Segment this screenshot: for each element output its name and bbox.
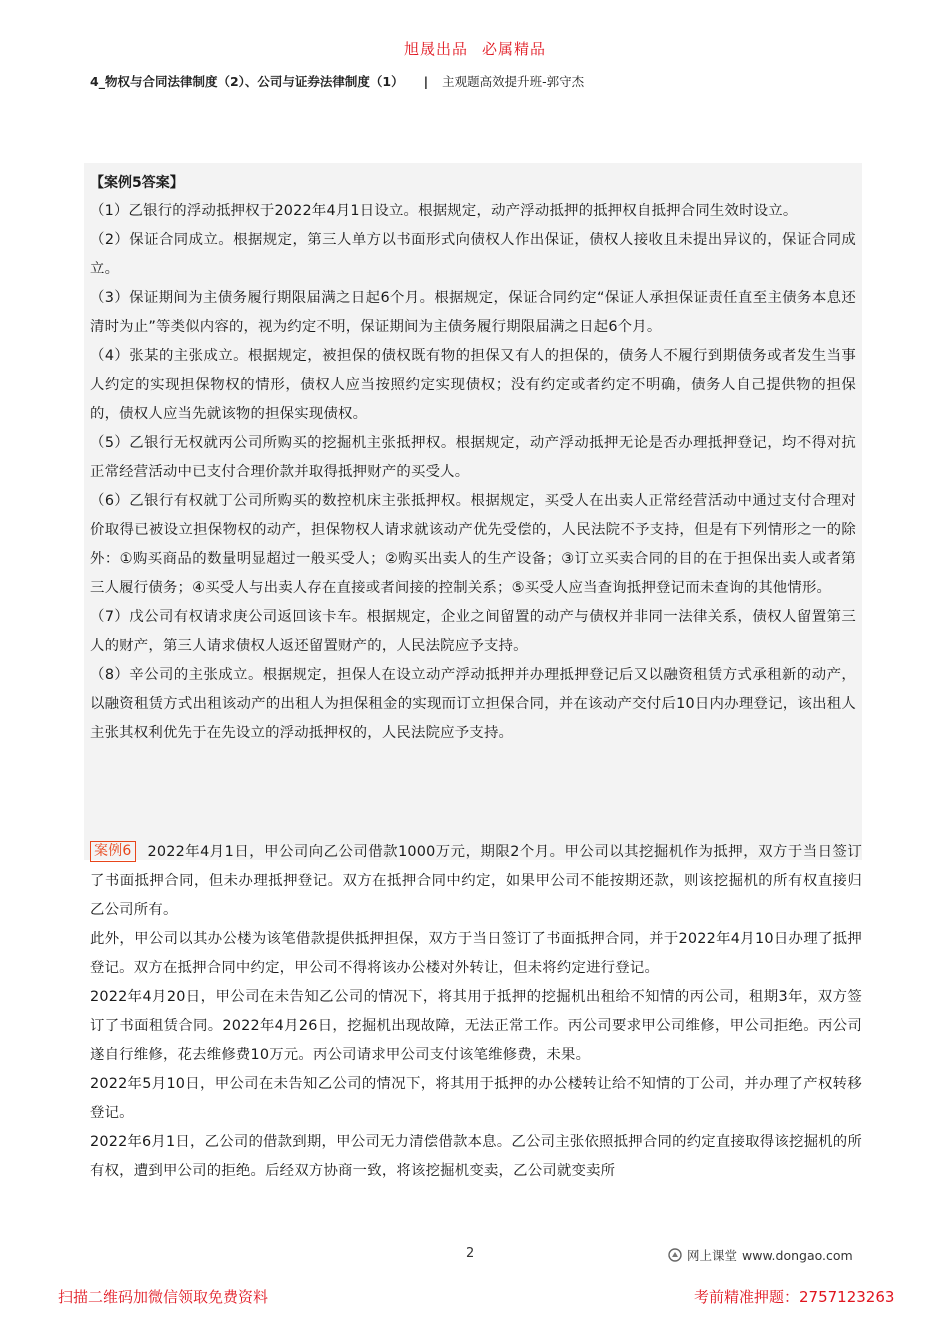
bottom-left-promo: 扫描二维码加微信领取免费资料: [58, 1288, 269, 1306]
case-first-text: 2022年4月1日，甲公司向乙公司借款1000万元，期限2个月。甲公司以其挖掘机作为抵押，双方于当日签订了书面抵押合同，但未办理抵押登记。双方在抵押合同中约定，如果甲公司不能按期还款，则该挖掘机的所有权直接归乙公司所有。: [90, 844, 862, 918]
banner-left-text: 旭晟出品: [403, 40, 468, 58]
header-separator: |: [423, 74, 429, 89]
case-paragraph: 2022年4月20日，甲公司在未告知乙公司的情况下，将其用于抵押的挖掘机出租给不知情的丙公司，租期3年，双方签订了书面租赁合同。2022年4月26日，挖掘机出现故障，无法正常工作。丙公司要求甲公司维修，甲公司拒绝。丙公司遂自行维修，花去维修费10万元。丙公司请求甲公司支付该笔维修费，未果。: [90, 989, 862, 1063]
class-name: 主观题高效提升班-郭守杰: [442, 74, 585, 89]
footer-brand: [668, 1246, 853, 1264]
bottom-right-promo: 考前精准押题：2757123263: [694, 1288, 895, 1306]
answer-paragraph: （6）乙银行有权就丁公司所购买的数控机床主张抵押权。根据规定，买受人在出卖人正常经营活动中通过支付合理对价取得已被设立担保物权的动产，担保物权人请求就该动产优先受偿的，人民法院不予支持，但是有下列情形之一的除外：①购买商品的数量明显超过一般买受人；②购买出卖人的生产设备；③订立买卖合同的目的在于担保出卖人或者第三人履行债务；④买受人与出卖人存在直接或者间接的控制关系；⑤买受人应当查询抵押登记而未查询的其他情形。: [90, 493, 856, 596]
case-paragraph: 2022年5月10日，甲公司在未告知乙公司的情况下，将其用于抵押的办公楼转让给不知情的丁公司，并办理了产权转移登记。: [90, 1076, 862, 1121]
case-section: [90, 838, 862, 1186]
top-banner: [0, 38, 950, 59]
answer-title: 【案例5答案】: [90, 175, 184, 191]
answer-paragraph: （8）辛公司的主张成立。根据规定，担保人在设立动产浮动抵押并办理抵押登记后又以融资租赁方式承租新的动产，以融资租赁方式出租该动产的出租人为担保租金的实现而订立担保合同，并在该动产交付后10日内办理登记，该出租人主张其权利优先于在先设立的浮动抵押权的，人民法院应予支持。: [90, 667, 856, 741]
answer-paragraph: （3）保证期间为主债务履行期限届满之日起6个月。根据规定，保证合同约定“保证人承担保证责任直至主债务本息还清时为止”等类似内容的，视为约定不明，保证期间为主债务履行期限届满之日起6个月。: [90, 290, 856, 335]
page-header: [90, 72, 584, 90]
case-paragraph: 此外，甲公司以其办公楼为该笔借款提供抵押担保，双方于当日签订了书面抵押合同，并于2022年4月10日办理了抵押登记。双方在抵押合同中约定，甲公司不得将该办公楼对外转让，但未将约定进行登记。: [90, 931, 862, 976]
dongao-logo-icon: [668, 1248, 682, 1262]
case-tag: 案例6: [90, 841, 136, 862]
brand-name: 网上课堂: [687, 1248, 738, 1263]
case-paragraph: 2022年6月1日，乙公司的借款到期，甲公司无力清偿借款本息。乙公司主张依照抵押合同的约定直接取得该挖掘机的所有权，遭到甲公司的拒绝。后经双方协商一致，将该挖掘机变卖，乙公司就变卖所: [90, 1134, 862, 1179]
answer-paragraph: （4）张某的主张成立。根据规定，被担保的债权既有物的担保又有人的担保的，债务人不履行到期债务或者发生当事人约定的实现担保物权的情形，债权人应当按照约定实现债权；没有约定或者约定不明确，债务人自己提供物的担保的，债权人应当先就该物的担保实现债权。: [90, 348, 856, 422]
answer-section: [84, 163, 862, 860]
answer-paragraph: （5）乙银行无权就丙公司所购买的挖掘机主张抵押权。根据规定，动产浮动抵押无论是否办理抵押登记，均不得对抗正常经营活动中已支付合理价款并取得抵押财产的买受人。: [90, 435, 856, 480]
page-number: 2: [466, 1246, 475, 1261]
banner-right-text: 必属精品: [482, 40, 547, 58]
case-first-paragraph: [90, 838, 862, 925]
brand-url[interactable]: www.dongao.com: [742, 1247, 853, 1263]
course-title: 4_物权与合同法律制度（2）、公司与证券法律制度（1）: [90, 74, 404, 89]
answer-paragraph: （1）乙银行的浮动抵押权于2022年4月1日设立。根据规定，动产浮动抵押的抵押权自抵押合同生效时设立。: [90, 203, 798, 219]
answer-paragraph: （2）保证合同成立。根据规定，第三人单方以书面形式向债权人作出保证，债权人接收且未提出异议的，保证合同成立。: [90, 232, 856, 277]
answer-paragraph: （7）戊公司有权请求庚公司返回该卡车。根据规定，企业之间留置的动产与债权并非同一法律关系，债权人留置第三人的财产，第三人请求债权人返还留置财产的，人民法院应予支持。: [90, 609, 856, 654]
